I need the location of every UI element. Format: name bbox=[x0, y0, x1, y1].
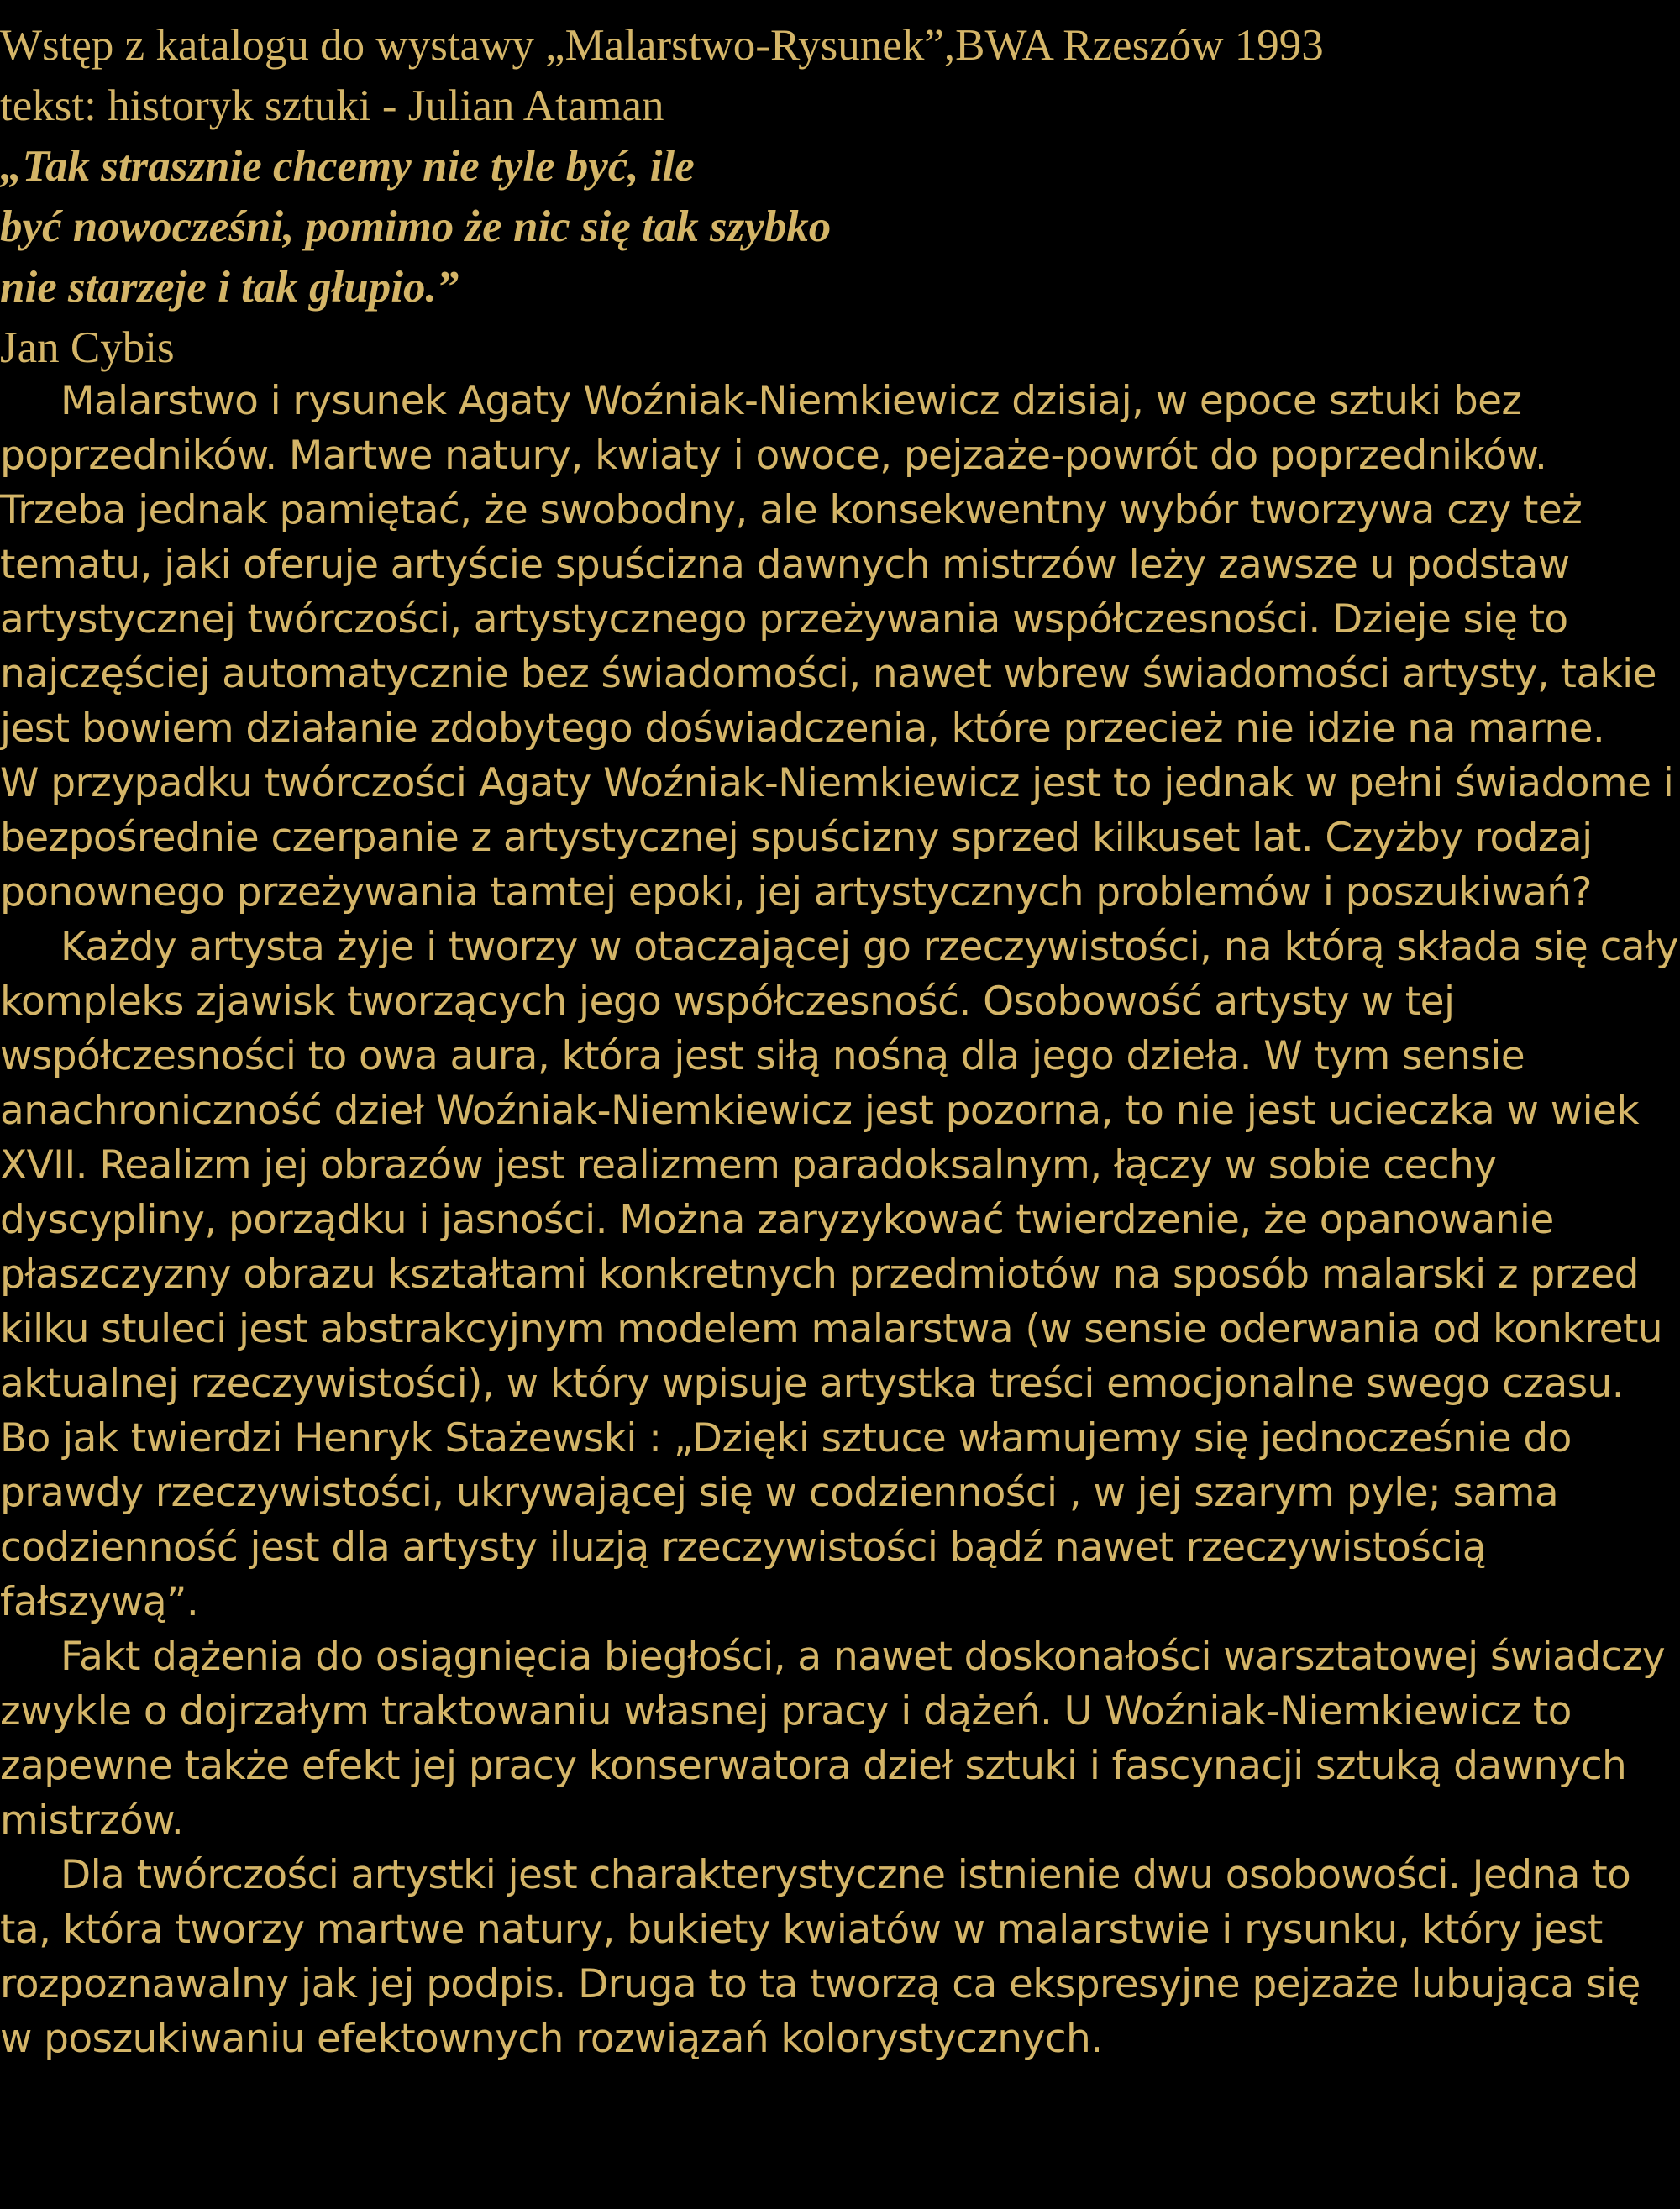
epigraph-quote: „Tak strasznie chcemy nie tyle być, ile być nowocześni, pomimo że nic się tak szybko nie starzeje i tak głupio.” bbox=[0, 142, 832, 312]
essay-body bbox=[0, 374, 1680, 2066]
document-header bbox=[0, 15, 1680, 378]
essay-paragraph: Dla twórczości artystki jest charakterystyczne istnienie dwu osobowości. Jedna to ta, która tworzy martwe natury, bukiety kwiatów w malarstwie i rysunku, który jest rozpoznawalny jak jej podpis. Druga to ta tworzą ca ekspresyjne pejzaże lubująca się w poszukiwaniu efektownych rozwiązań kolorystycznych. bbox=[0, 1852, 1641, 2062]
essay-paragraph: W przypadku twórczości Agaty Woźniak-Niemkiewicz jest to jednak w pełni świadome i bezpośrednie czerpanie z artystycznej spuścizny sprzed kilkuset lat. Czyżby rodzaj ponownego przeżywania tamtej epoki, jej artystycznych problemów i poszukiwań? bbox=[0, 760, 1674, 916]
author-credit: tekst: historyk sztuki - Julian Ataman bbox=[0, 81, 664, 130]
essay-paragraph: Fakt dążenia do osiągnięcia biegłości, a nawet doskonałości warsztatowej świadczy zwykle o dojrzałym traktowaniu własnej pracy i dążeń. U Woźniak-Niemkiewicz to zapewne także efekt jej pracy konserwatora dzieł sztuki i fascynacji sztuką dawnych mistrzów. bbox=[0, 1634, 1666, 1844]
catalog-intro-title: Wstęp z katalogu do wystawy „Malarstwo-Rysunek”,BWA Rzeszów 1993 bbox=[0, 21, 1324, 70]
essay-paragraph: Malarstwo i rysunek Agaty Woźniak-Niemkiewicz dzisiaj, w epoce sztuki bez poprzedników. Martwe natury, kwiaty i owoce, pejzaże-powrót do poprzedników. Trzeba jednak pamiętać, że swobodny, ale konsekwentny wybór tworzywa czy też tematu, jaki oferuje artyście spuścizna dawnych mistrzów leży zawsze u podstaw artystycznej twórczości, artystycznego przeżywania współczesności. Dzieje się to najczęściej automatycznie bez świadomości, nawet wbrew świadomości artysty, takie jest bowiem działanie zdobytego doświadczenia, które przecież nie idzie na marne. bbox=[0, 378, 1656, 752]
essay-paragraph: Każdy artysta żyje i tworzy w otaczającej go rzeczywistości, na którą składa się cały kompleks zjawisk tworzących jego współczesność. Osobowość artysty w tej współczesności to owa aura, która jest siłą nośną dla jego dzieła. W tym sensie anachroniczność dzieł Woźniak-Niemkiewicz jest pozorna, to nie jest ucieczka w wiek XVII. Realizm jej obrazów jest realizmem paradoksalnym, łączy w sobie cechy dyscypliny, porządku i jasności. Można zaryzykować twierdzenie, że opanowanie płaszczyzny obrazu kształtami konkretnych przedmiotów na sposób malarski z przed kilku stuleci jest abstrakcyjnym modelem malarstwa (w sensie oderwania od konkretu aktualnej rzeczywistości), w który wpisuje artystka treści emocjonalne swego czasu. Bo jak twierdzi Henryk Stażewski : „Dzięki sztuce włamujemy się jednocześnie do prawdy rzeczywistości, ukrywającej się w codzienności , w jej szarym pyle; sama codzienność jest dla artysty iluzją rzeczywistości bądź nawet rzeczywistością fałszywą”. bbox=[0, 924, 1678, 1625]
epigraph-author: Jan Cybis bbox=[0, 323, 175, 372]
